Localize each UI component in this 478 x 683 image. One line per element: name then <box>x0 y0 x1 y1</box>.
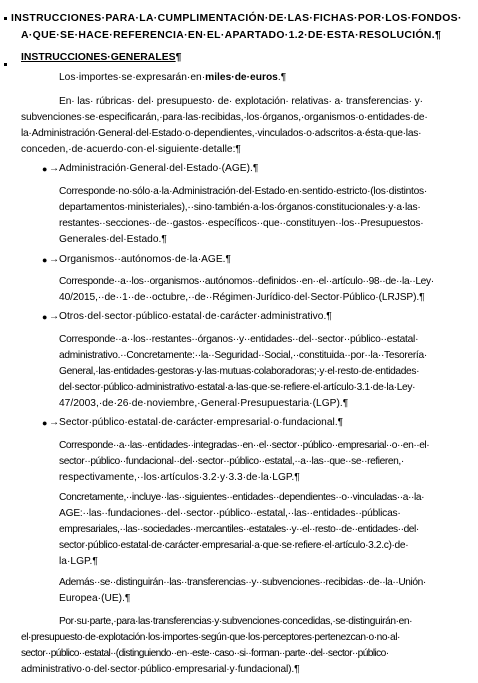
paragraph-mark-icon <box>4 17 7 20</box>
paragraph-line: Además··se··distinguirán··las··transferencias··y··subvenciones··recibidas··de··la··Unión· <box>59 577 426 588</box>
list-item-body: respectivamente,··los·artículos·3.2·y·3.3·de·la·LGP.¶ <box>59 472 300 483</box>
list-item-title: Sector·público·estatal·de·carácter·empresarial·o·fundacional.¶ <box>59 417 344 428</box>
list-item-body: 40/2015,··de··1··de··octubre,··de··Régimen·Jurídico·del·Sector·Público·(LRJSP).¶ <box>59 292 425 303</box>
list-item-body: Corresponde··a··las··entidades··integradas··en··el··sector··público··empresarial··o··en··el· <box>59 440 430 451</box>
list-item-body: departamentos·ministeriales),··sino·también·a·los·órganos·constitucionales·y·a·las· <box>59 202 421 213</box>
list-item-title: Otros·del·sector·público·estatal·de·carácter·administrativo.¶ <box>59 311 332 322</box>
list-item-body: empresariales,··las··sociedades··mercantiles··estatales··y··el··resto··de··entidades··del· <box>59 524 419 535</box>
list-item-body: Corresponde··a··los··organismos··autónomos··definidos··en··el··artículo··98··de··la··Ley· <box>59 276 434 287</box>
list-item-title: Administración·General·del·Estado·(AGE).¶ <box>59 163 259 174</box>
list-item-body: sector··público··fundacional··del··sector··público··estatal,··a··las··que··se··refieren,· <box>59 456 404 467</box>
list-item-body: 47/2003,·de·26·de·noviembre,·General·Presupuestaria·(LGP).¶ <box>59 398 349 409</box>
heading-line-1: INSTRUCCIONES·PARA·LA·CUMPLIMENTACIÓN·DE·LAS·FICHAS·POR·LOS·FONDOS· <box>11 13 462 24</box>
list-item-body: Concretamente,··incluye··las··siguientes··entidades··dependientes··o··vinculadas··a··la· <box>59 492 425 503</box>
paragraph-line: la·Administración·General·del·Estado·o·dependientes,·vinculados·o·adscritos·a·ésta·que·las· <box>21 128 422 139</box>
list-item-title: Organismos··autónomos·de·la·AGE.¶ <box>59 254 232 265</box>
paragraph-line: sector··público··estatal··(distinguiendo··en··este··caso··si··forman··parte··del··sector··público· <box>21 648 389 659</box>
bullet-icon: ● <box>42 418 48 428</box>
paragraph-mark-icon <box>4 63 7 66</box>
paragraph-line: Europea·(UE).¶ <box>59 593 131 604</box>
bullet-icon: ● <box>42 312 48 322</box>
list-item-body: AGE:··las··fundaciones··del··sector··público··estatal,··las··entidades··públicas· <box>59 508 401 519</box>
list-item-body: Corresponde··a··los··restantes··órganos··y··entidades··del··sector··público··estatal· <box>59 334 419 345</box>
bullet-icon: ● <box>42 255 48 265</box>
paragraph-line: Por·su·parte,·para·las·transferencias·y·subvenciones·concedidas,·se·distinguirán·en· <box>59 616 413 627</box>
list-item-body: la·LGP.¶ <box>59 556 98 567</box>
arrow-icon: → <box>49 163 60 174</box>
list-item-body: Corresponde·no·sólo·a·la·Administración·del·Estado·en·sentido·estricto·(los·distintos· <box>59 186 428 197</box>
list-item-body: Generales·del·Estado.¶ <box>59 234 167 245</box>
list-item-body: del·sector·público·administrativo·estatal·a·las·que·se·refiere·el·artículo·3.1·de·la·Ley· <box>59 382 416 393</box>
bullet-icon: ● <box>42 164 48 174</box>
heading-line-2: A·QUE·SE·HACE·REFERENCIA·EN·EL·APARTADO·1.2·DE·ESTA·RESOLUCIÓN.¶ <box>21 30 442 41</box>
paragraph-line: En· las· rúbricas· del· presupuesto· de· explotación· relativas· a· transferencias· y· <box>59 96 423 107</box>
arrow-icon: → <box>49 311 60 322</box>
list-item-body: administrativo.··Concretamente:··la··Seguridad··Social,··constituida··por··la··Tesorería· <box>59 350 427 361</box>
paragraph-line: administrativo·o·del·sector·público·empresarial·y·fundacional).¶ <box>21 664 300 675</box>
paragraph-units: Los·importes·se·expresarán·en·miles·de·euros.¶ <box>59 72 287 83</box>
paragraph-line: el·presupuesto·de·explotación·los·importes·según·que·los·perceptores·pertenezcan·o·no·al· <box>21 632 400 643</box>
arrow-icon: → <box>49 254 60 265</box>
list-item-body: sector·público·estatal·de·carácter·empresarial·a·que·se·refiere·el·artículo·3.2.c)·de· <box>59 540 409 551</box>
arrow-icon: → <box>49 417 60 428</box>
section-title: INSTRUCCIONES·GENERALES¶ <box>21 52 182 63</box>
paragraph-line: conceden,·de·acuerdo·con·el·siguiente·detalle:¶ <box>21 144 241 155</box>
list-item-body: General,·las·entidades·gestoras·y·las·mutuas·colaboradoras;·y·el·resto·de·entidades· <box>59 366 420 377</box>
paragraph-line: subvenciones·se·especificarán,·para·las·recibidas,·los·órganos,·organismos·o·entidades·de· <box>21 112 428 123</box>
list-item-body: restantes··secciones··de··gastos··específicos··que··constituyen··los··Presupuestos· <box>59 218 424 229</box>
